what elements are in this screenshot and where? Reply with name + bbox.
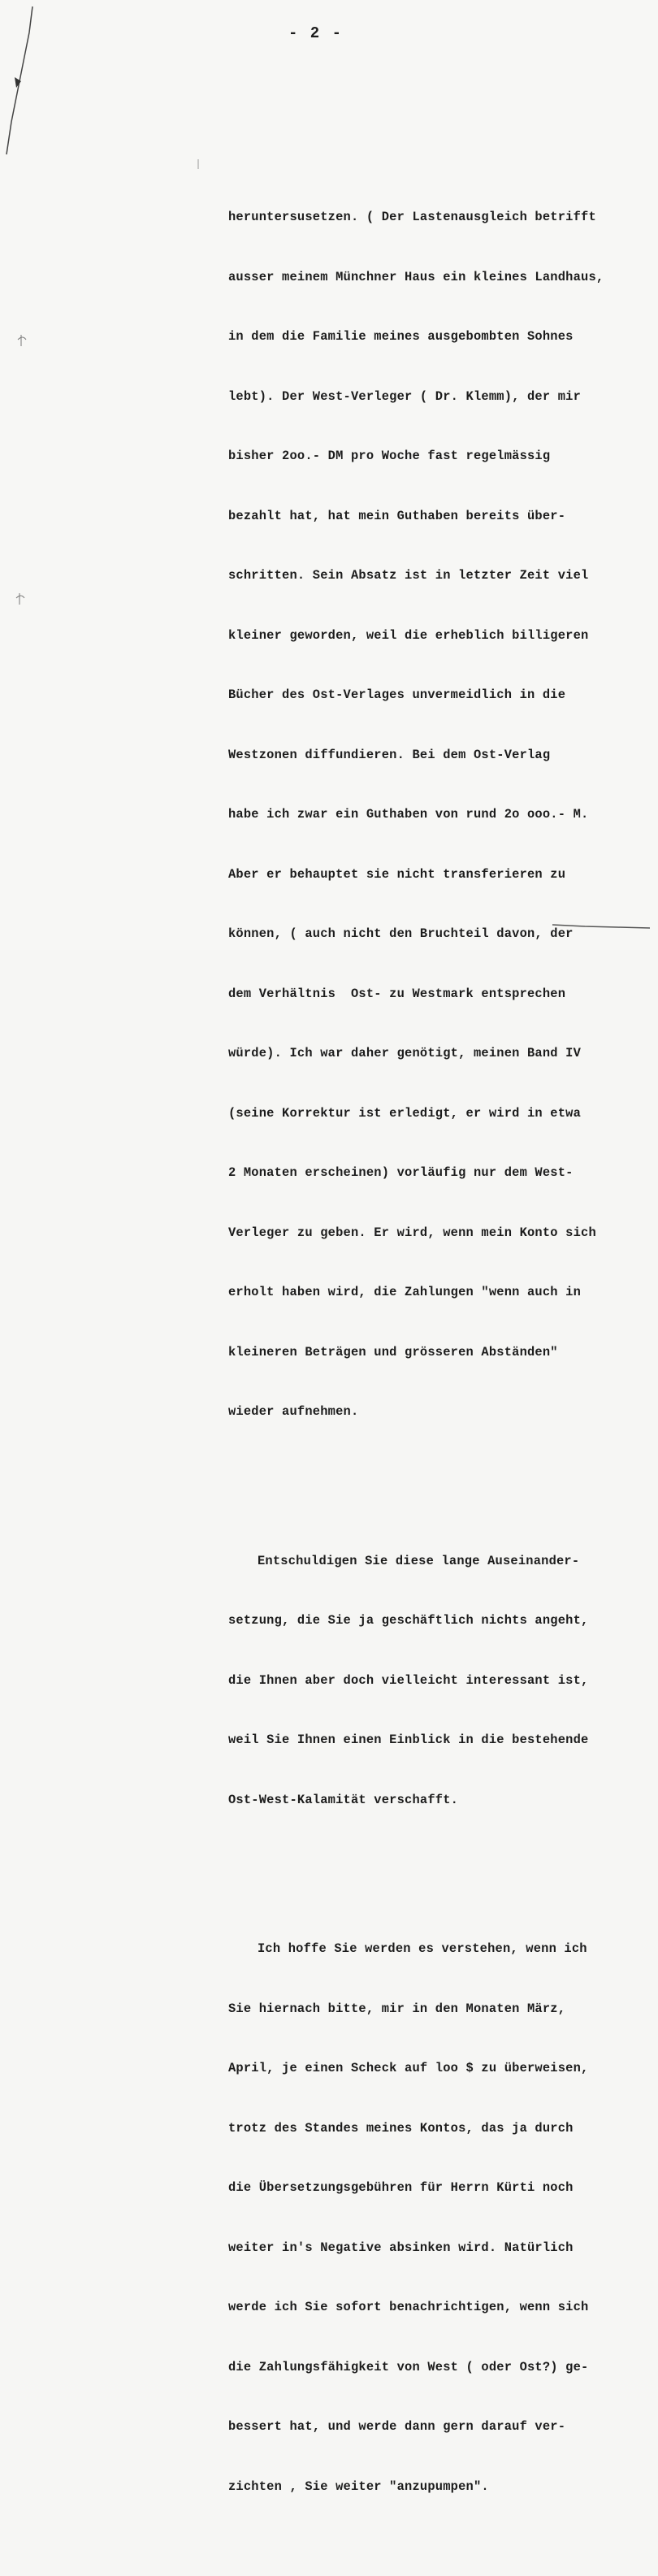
text-line: erholt haben wird, die Zahlungen "wenn auch in (228, 1285, 582, 1299)
text-line: können, ( auch nicht den Bruchteil davon, der (228, 926, 574, 941)
text-line: April, je einen Scheck auf loo $ zu überweisen, (228, 2061, 589, 2075)
text-line: schritten. Sein Absatz ist in letzter Zeit viel (228, 568, 589, 583)
text-line: heruntersusetzen. ( Der Lastenausgleich betrifft (228, 210, 596, 224)
text-line: würde). Ich war daher genötigt, meinen Band IV (228, 1046, 582, 1060)
text-line: werde ich Sie sofort benachrichtigen, wenn sich (228, 2300, 589, 2314)
text-line: zichten , Sie weiter "anzupumpen". (228, 2478, 489, 2494)
text-line: ausser meinem Münchner Haus ein kleines Landhaus, (228, 269, 604, 284)
margin-tick-1 (18, 335, 26, 346)
text-line: lebt). Der West-Verleger ( Dr. Klemm), der mir (228, 388, 582, 404)
text-line: Aber er behauptet sie nicht transferieren zu (228, 866, 566, 882)
text-line: Entschuldigen Sie diese lange Auseinander- (258, 1553, 580, 1568)
text-line: in dem die Familie meines ausgebombten Sohnes (228, 329, 574, 344)
text-line: (seine Korrektur ist erledigt, er wird in etwa (228, 1105, 582, 1121)
text-line: wieder aufnehmen. (228, 1404, 359, 1419)
text-line: Ich hoffe Sie werden es verstehen, wenn ich (258, 1941, 587, 1956)
text-line: weil Sie Ihnen einen Einblick in die bestehende (228, 1733, 589, 1747)
text-line: weiter in's Negative absinken wird. Natürlich (228, 2240, 574, 2255)
text-line: Westzonen diffundieren. Bei dem Ost-Verlag (228, 747, 551, 762)
text-line: kleineren Beträgen und grösseren Abständen" (228, 1344, 558, 1360)
text-line: Bücher des Ost-Verlages unvermeidlich in die (228, 687, 566, 702)
page-number: - 2 - (288, 24, 344, 42)
text-line: bessert hat, und werde dann gern darauf ver- (228, 2419, 566, 2434)
text-line: 2 Monaten erscheinen) vorläufig nur dem West- (228, 1165, 574, 1180)
text-line: Ost-West-Kalamität verschafft. (228, 1792, 459, 1807)
letter-body (228, 128, 634, 2576)
paragraph-3 (228, 1899, 634, 2536)
text-line: die Übersetzungsgebühren für Herrn Kürti noch (228, 2180, 574, 2195)
text-line: trotz des Standes meines Kontos, das ja durch (228, 2120, 574, 2136)
text-line: die Zahlungsfähigkeit von West ( oder Ost?) ge- (228, 2359, 589, 2374)
text-line: dem Verhältnis Ost- zu Westmark entsprechen (228, 986, 566, 1001)
text-line: setzung, die Sie ja geschäftlich nichts angeht, (228, 1613, 589, 1628)
text-line: bezahlt hat, hat mein Guthaben bereits über- (228, 508, 566, 523)
margin-tick-2 (16, 593, 24, 605)
paragraph-1 (228, 167, 634, 1462)
text-line: die Ihnen aber doch vielleicht interessant ist, (228, 1672, 589, 1688)
text-line: bisher 2oo.- DM pro Woche fast regelmässig (228, 449, 551, 463)
text-line: Verleger zu geben. Er wird, wenn mein Konto sich (228, 1225, 596, 1240)
text-line: Sie hiernach bitte, mir in den Monaten März, (228, 2001, 566, 2016)
paragraph-2 (228, 1511, 634, 1850)
text-line: kleiner geworden, weil die erheblich billigeren (228, 627, 589, 643)
text-line: habe ich zwar ein Guthaben von rund 2o ooo.- M. (228, 807, 589, 822)
